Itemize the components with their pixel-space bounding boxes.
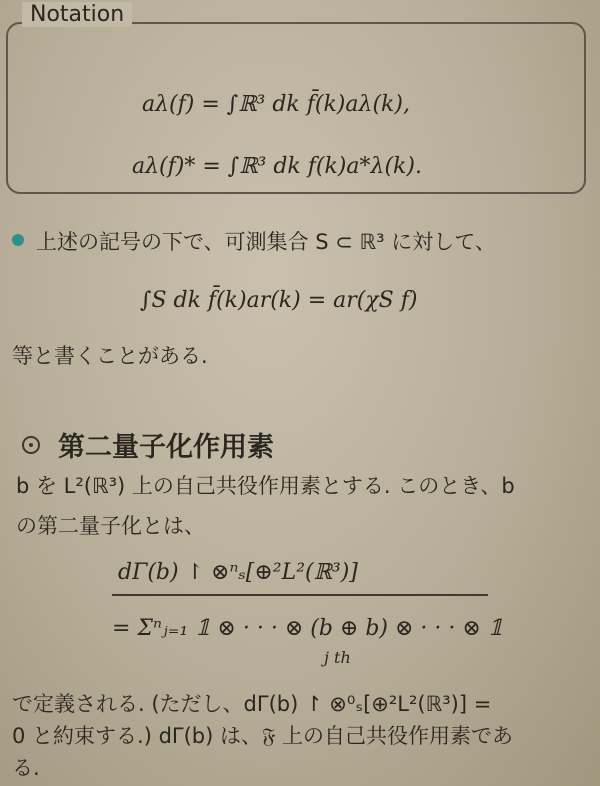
notation-formula-2: aλ(f)* = ∫ℝ³ dk f(k)a*λ(k). [132, 154, 422, 179]
formula-divider [112, 594, 488, 596]
formula-top: dΓ(b) ↾ ⊗ⁿₛ[⊕²L²(ℝ³)] [118, 560, 358, 585]
formula-under-label: j th [324, 648, 351, 667]
section-heading: 第二量子化作用素 [58, 432, 274, 463]
bullet-icon [12, 234, 24, 246]
notation-formula-1: aλ(f) = ∫ℝ³ dk f̄(k)aλ(k), [142, 92, 410, 117]
formula-bottom: = Σⁿⱼ₌₁ 𝟙 ⊗ · · · ⊗ (b ⊕ b) ⊗ · · · ⊗ 𝟙 [112, 616, 504, 641]
paragraph1-line1: 上述の記号の下で、可測集合 S ⊂ ℝ³ に対して、 [36, 230, 496, 254]
paragraph1-formula: ∫S dk f̄(k)ar(k) = ar(χS f) [140, 288, 418, 313]
section-line1: b を L²(ℝ³) 上の自己共役作用素とする. このとき、b [16, 474, 515, 498]
closing-line2: 0 と約束する.) dΓ(b) は、𝔉 上の自己共役作用素であ [12, 724, 513, 748]
notation-title: Notation [22, 2, 132, 27]
section-circle-icon [22, 436, 40, 454]
closing-line3: る. [12, 756, 40, 780]
paragraph1-line2: 等と書くことがある. [12, 344, 208, 368]
closing-line1: で定義される. (ただし、dΓ(b) ↾ ⊗⁰ₛ[⊕²L²(ℝ³)] = [12, 692, 492, 716]
section-line2: の第二量子化とは、 [16, 514, 205, 538]
